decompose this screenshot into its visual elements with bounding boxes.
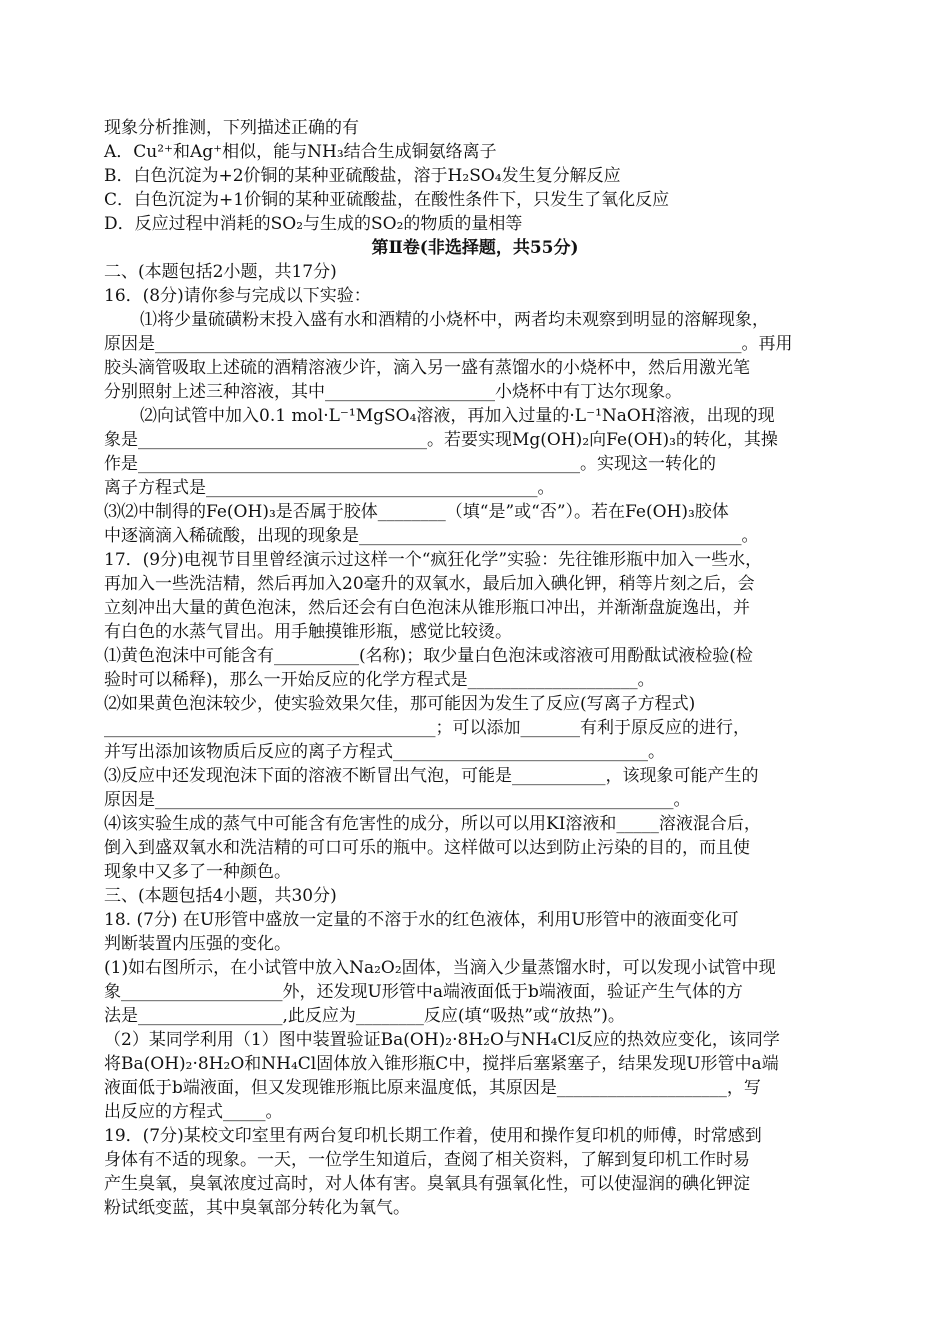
text-line: （2）某同学利用（1）图中装置验证Ba(OH)₂·8H₂O与NH₄Cl反应的热效应变化，该同学: [104, 1030, 780, 1050]
text-line: 原因是_____________________________________________________________。: [104, 790, 691, 810]
option-a: A．Cu²⁺和Ag⁺相似，能与NH₃结合生成铜氨络离子: [104, 142, 497, 162]
text-line: ⑴黄色泡沫中可能含有__________(名称)；取少量白色泡沫或溶液可用酚酞试液检验(检: [104, 646, 753, 666]
section-title: 第Ⅱ卷(非选择题，共55分): [371, 238, 579, 258]
question-18: 18. (7分) 在U形管中盛放一定量的不溶于水的红色液体，利用U形管中的液面变化可: [104, 910, 739, 930]
text-line: 胶头滴管吸取上述硫的酒精溶液少许，滴入另一盛有蒸馏水的小烧杯中，然后用激光笔: [104, 358, 750, 378]
text-line: 分别照射上述三种溶液，其中____________________小烧杯中有丁达尔现象。: [104, 382, 682, 402]
question-16: 16．(8分)请你参与完成以下实验：: [104, 286, 371, 306]
part-heading: 二、(本题包括2小题，共17分): [104, 262, 337, 282]
text-line: 液面低于b端液面，但又发现锥形瓶比原来温度低，其原因是____________________，写: [104, 1078, 761, 1098]
text-line: 验时可以稀释)，那么一开始反应的化学方程式是____________________。: [104, 670, 655, 690]
option-b: B．白色沉淀为+2价铜的某种亚硫酸盐，溶于H₂SO₄发生复分解反应: [104, 166, 621, 186]
question-17: 17．(9分)电视节目里曾经演示过这样一个“疯狂化学”实验：先往锥形瓶中加入一些水，: [104, 550, 763, 570]
text-line: ⑶反应中还发现泡沫下面的溶液不断冒出气泡，可能是___________，该现象可能产生的: [104, 766, 759, 786]
text-line: ⑴将少量硫磺粉末投入盛有水和酒精的小烧杯中，两者均未观察到明显的溶解现象，: [140, 310, 769, 330]
text-line: 并写出添加该物质后反应的离子方程式______________________________。: [104, 742, 665, 762]
text-line: _______________________________________；可以添加_______有利于原反应的进行，: [104, 718, 750, 738]
text-line: 判断装置内压强的变化。: [104, 934, 291, 954]
text-line: 出反应的方程式_____。: [104, 1102, 283, 1122]
text-line: 中逐滴滴入稀硫酸，出现的现象是_____________________________________________。: [104, 526, 759, 546]
text-line: ⑷该实验生成的蒸气中可能含有危害性的成分，所以可以用KI溶液和_____溶液混合后，: [104, 814, 761, 834]
text-line: 现象中又多了一种颜色。: [104, 862, 291, 882]
text-line: ⑶⑵中制得的Fe(OH)₃是否属于胶体________（填“是”或“否”）。若在Fe(OH)₃胶体: [104, 502, 729, 522]
text-line: 原因是_____________________________________________________________________。再用: [104, 334, 793, 354]
text-line: 离子方程式是_______________________________________。: [104, 478, 555, 498]
text-line: 再加入一些洗洁精，然后再加入20毫升的双氧水，最后加入碘化钾，稍等片刻之后，会: [104, 574, 755, 594]
text-line: 现象分析推测，下列描述正确的有: [104, 118, 359, 138]
text-line: 象是__________________________________。若要实现Mg(OH)₂向Fe(OH)₃的转化，其操: [104, 430, 778, 450]
text-line: 身体有不适的现象。一天，一位学生知道后，查阅了相关资料，了解到复印机工作时易: [104, 1150, 750, 1170]
question-19: 19．(7分)某校文印室里有两台复印机长期工作着，使用和操作复印机的师傅，时常感到: [104, 1126, 762, 1146]
text-line: ⑵如果黄色泡沫较少，使实验效果欠佳，那可能因为发生了反应(写离子方程式): [104, 694, 696, 714]
option-d: D．反应过程中消耗的SO₂与生成的SO₂的物质的量相等: [104, 214, 523, 234]
option-c: C．白色沉淀为+1价铜的某种亚硫酸盐，在酸性条件下，只发生了氧化反应: [104, 190, 670, 210]
text-line: 有白色的水蒸气冒出。用手触摸锥形瓶，感觉比较烫。: [104, 622, 512, 642]
part-heading: 三、(本题包括4小题，共30分): [104, 886, 337, 906]
text-line: 作是____________________________________________________。实现这一转化的: [104, 454, 716, 474]
text-line: ⑵向试管中加入0.1 mol·L⁻¹MgSO₄溶液，再加入过量的·L⁻¹NaOH溶液，出现的现: [140, 406, 775, 426]
text-line: 象___________________外，还发现U形管中a端液面低于b端液面，验证产生气体的方: [104, 982, 743, 1002]
text-line: (1)如右图所示，在小试管中放入Na₂O₂固体，当滴入少量蒸馏水时，可以发现小试管中现: [104, 958, 776, 978]
text-line: 法是_________________,此反应为________反应(填“吸热”或“放热”)。: [104, 1006, 625, 1026]
text-line: 将Ba(OH)₂·8H₂O和NH₄Cl固体放入锥形瓶C中，搅拌后塞紧塞子，结果发现U形管中a端: [104, 1054, 779, 1074]
text-line: 倒入到盛双氧水和洗洁精的可口可乐的瓶中。这样做可以达到防止污染的目的，而且使: [104, 838, 750, 858]
text-line: 产生臭氧，臭氧浓度过高时，对人体有害。臭氧具有强氧化性，可以使湿润的碘化钾淀: [104, 1174, 750, 1194]
text-line: 粉试纸变蓝，其中臭氧部分转化为氧气。: [104, 1198, 410, 1218]
text-line: 立刻冲出大量的黄色泡沫，然后还会有白色泡沫从锥形瓶口冲出，并渐渐盘旋逸出，并: [104, 598, 750, 618]
